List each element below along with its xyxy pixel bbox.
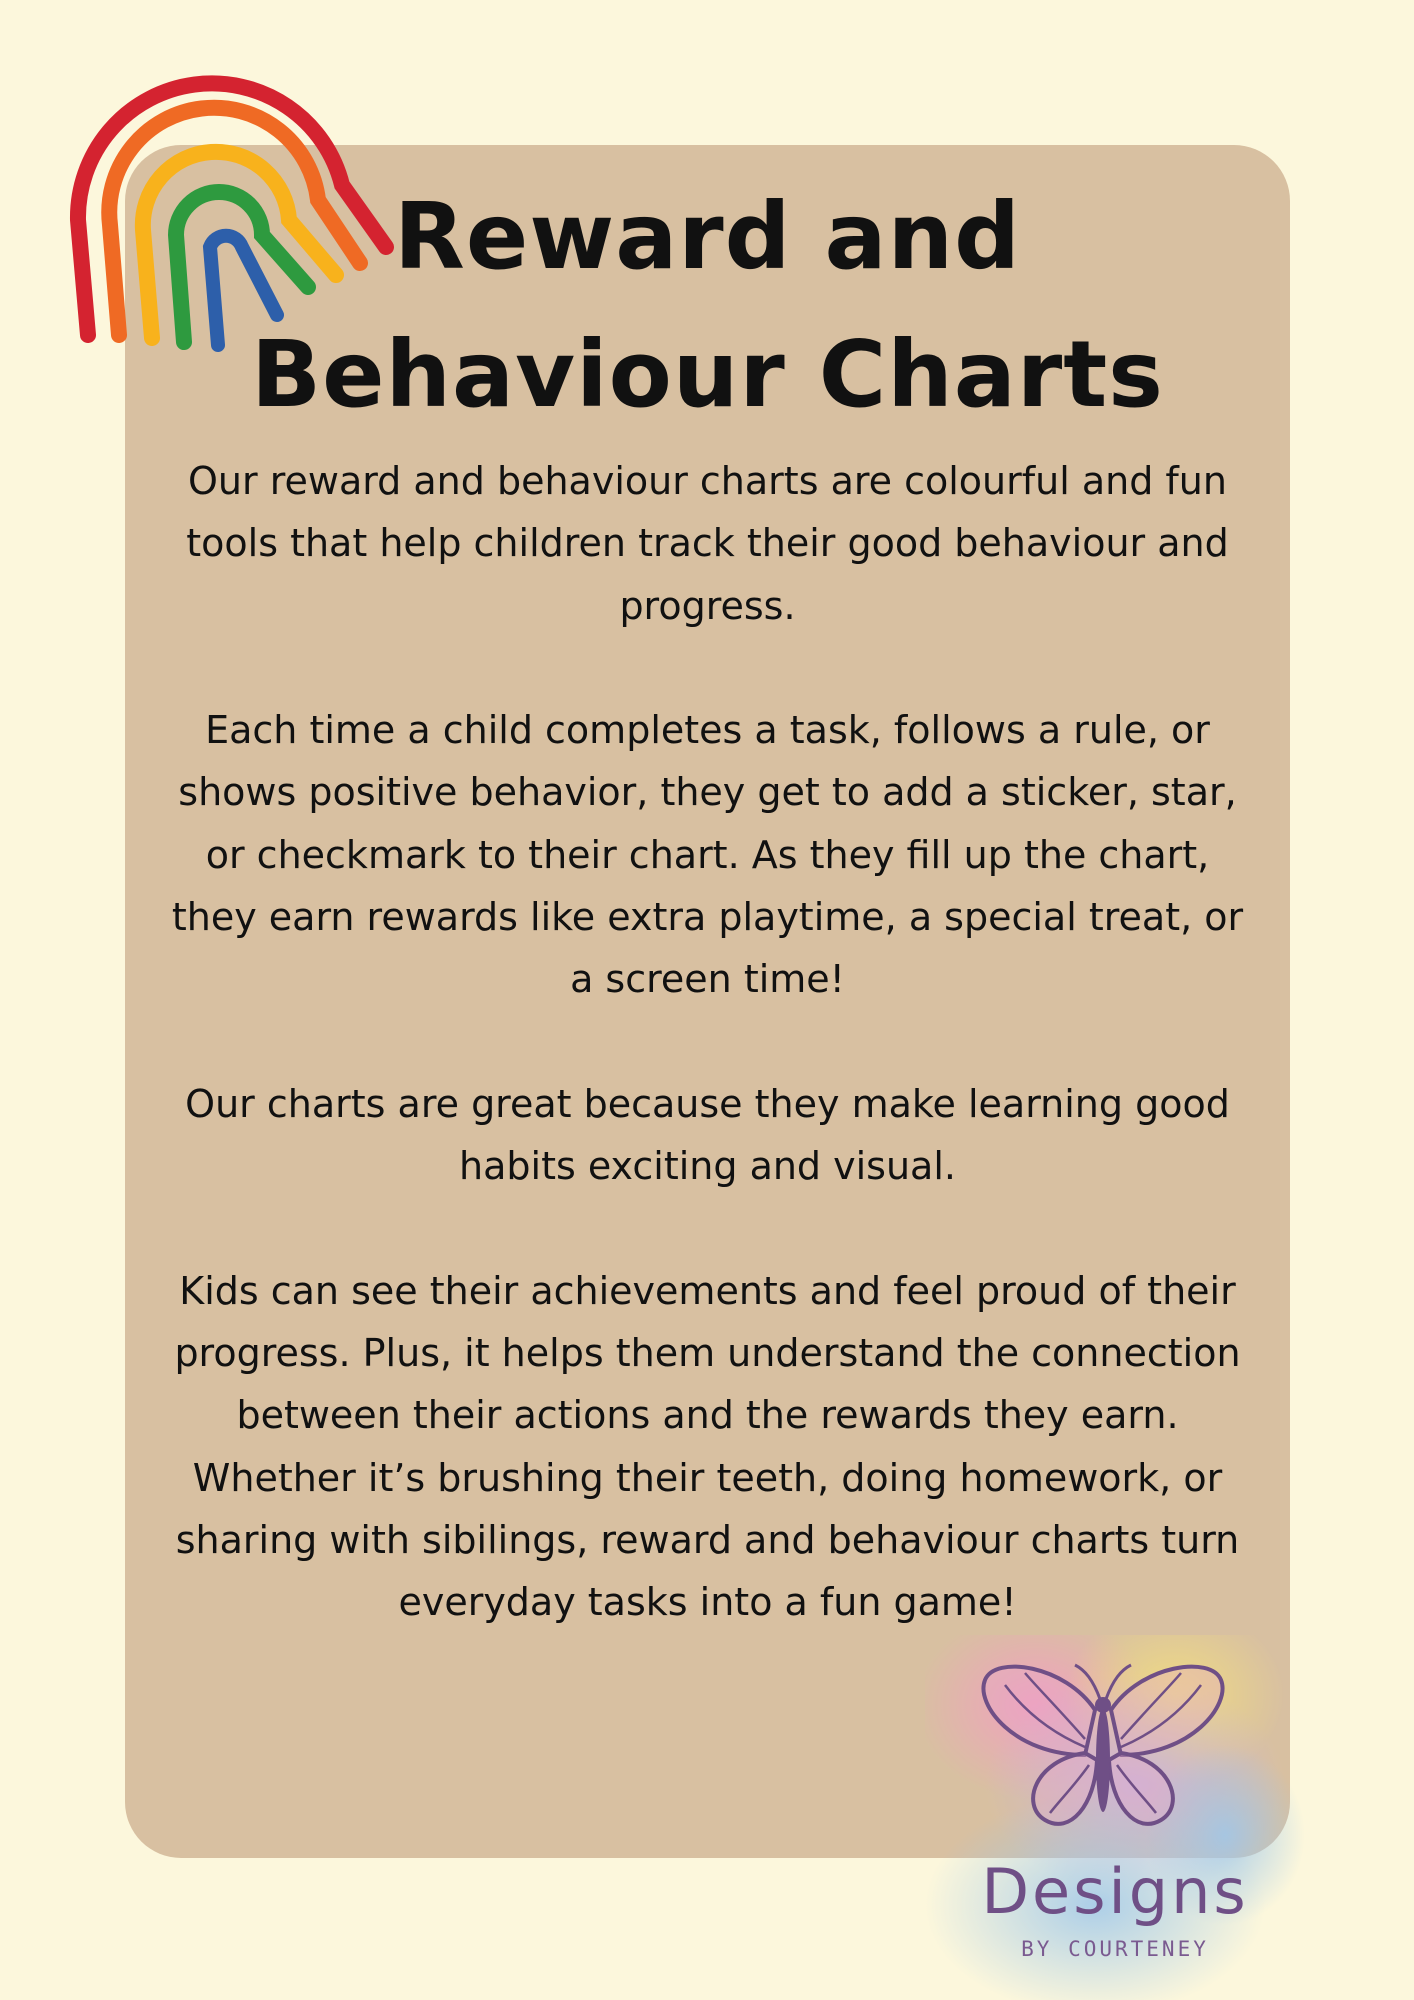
description-body (170, 450, 1245, 1634)
logo-name: Designs (981, 1855, 1249, 1928)
paragraph-benefits: Our charts are great because they make learning good habits exciting and visual. (185, 1081, 1230, 1189)
paragraph-intro: Our reward and behaviour charts are colourful and fun tools that help children track their good behaviour and progress. (186, 459, 1229, 628)
title-line-1: Reward and (393, 183, 1021, 290)
logo-subtitle: BY COURTENEY (1021, 1937, 1209, 1961)
paragraph-outcomes: Kids can see their achievements and feel proud of their progress. Plus, it helps them understand the connection between their actions and the rewards they earn. Whether it’s brushing their teeth, doing homework, or sharing with sibilings, reward and behaviour charts turn everyday tasks into a fun game! (174, 1268, 1241, 1625)
page-title (125, 168, 1290, 444)
paragraph-how-it-works: Each time a child completes a task, follows a rule, or shows positive behavior, they get to add a sticker, star, or checkmark to their chart. As they fill up the chart, they earn rewards like extra playtime, a special treat, or a screen time! (171, 708, 1244, 1002)
brand-logo (925, 1635, 1305, 2000)
title-line-2: Behaviour Charts (251, 321, 1164, 428)
